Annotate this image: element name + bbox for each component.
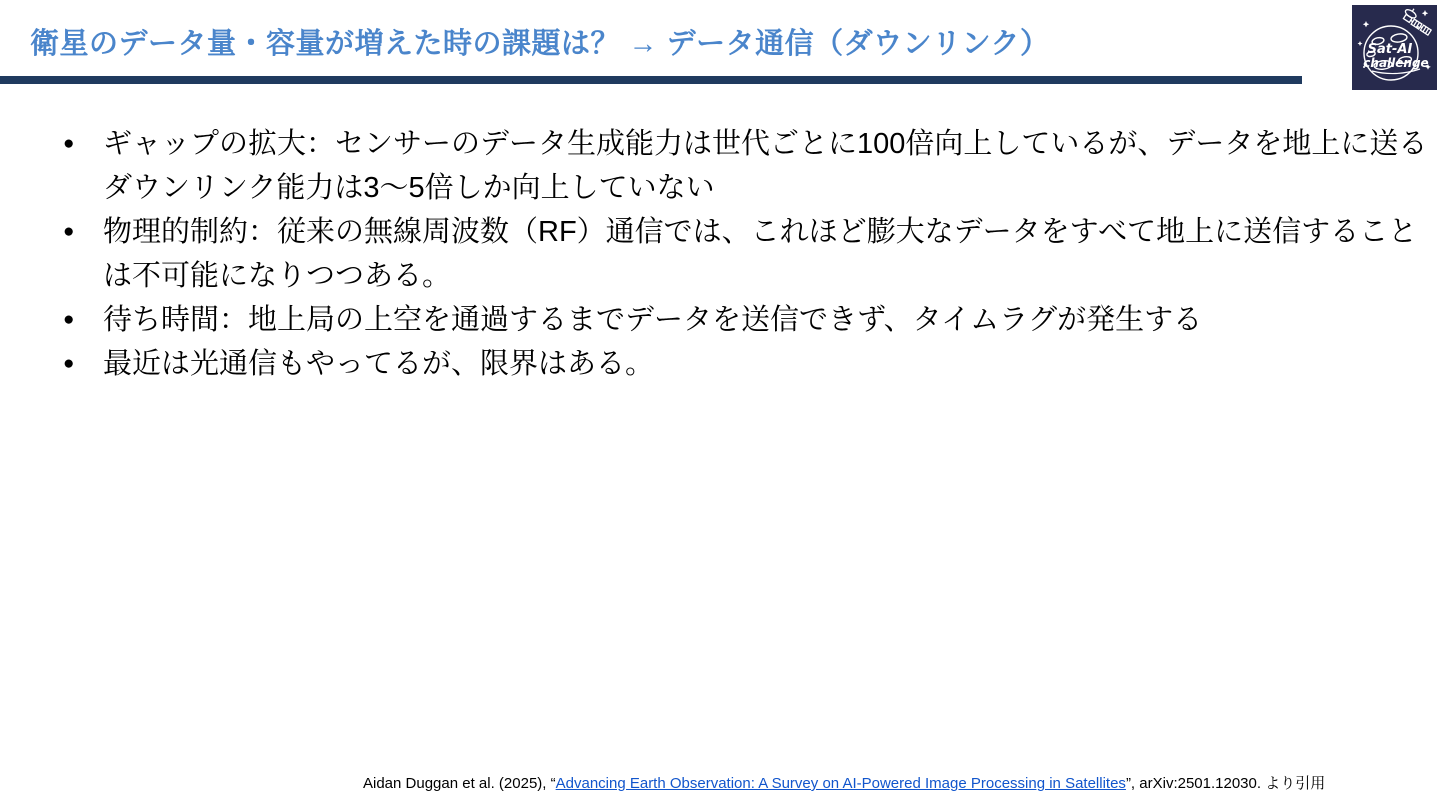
citation-suffix: ”, arXiv:2501.12030. より引用 [1125,775,1326,792]
citation-prefix: Aidan Duggan et al. (2025), “ [363,775,556,792]
bullet-text-line: は不可能になりつつある。 [103,260,452,292]
bullet-item-latency [63,298,1427,342]
bullet-text [103,342,654,386]
title-divider [0,76,1302,84]
bullet-item-gap-expansion [63,122,1427,210]
bullet-text-line: ダウンリンク能力は3〜5倍しか向上していない [103,172,715,204]
bullet-text-line: 待ち時間：地上局の上空を通過するまでデータを送信できず、タイムラグが発生する [103,304,1203,336]
bullet-list [63,122,1427,386]
bullet-marker: ● [63,221,75,242]
bullet-text-line: 物理的制約：従来の無線周波数（RF）通信では、これほど膨大なデータをすべて地上に送信すること [103,216,1418,248]
bullet-marker: ● [63,133,75,154]
bullet-text-line: 最近は光通信もやってるが、限界はある。 [103,348,655,380]
bullet-text [103,298,1202,342]
bullet-text [103,122,1427,210]
slide-title: 衛星のデータ量・容量が増えた時の課題は？ → データ通信（ダウンリンク） [30,28,1050,60]
sat-ai-challenge-logo [1352,5,1437,90]
bullet-text [103,210,1417,298]
bullet-item-physical-constraint [63,210,1427,298]
bullet-marker: ● [63,309,75,330]
citation-footer [363,772,1325,793]
logo-text-line2: challenge [1363,56,1429,70]
citation-link[interactable]: Advancing Earth Observation: A Survey on AI-Powered Image Processing in Satellites [555,775,1126,792]
logo-text-line1: Sat-AI [1367,42,1413,57]
bullet-text-line: ギャップの拡大：センサーのデータ生成能力は世代ごとに100倍向上しているが、データを地上に送る [103,128,1428,160]
bullet-item-optical-comm [63,342,1427,386]
bullet-marker: ● [63,353,75,374]
